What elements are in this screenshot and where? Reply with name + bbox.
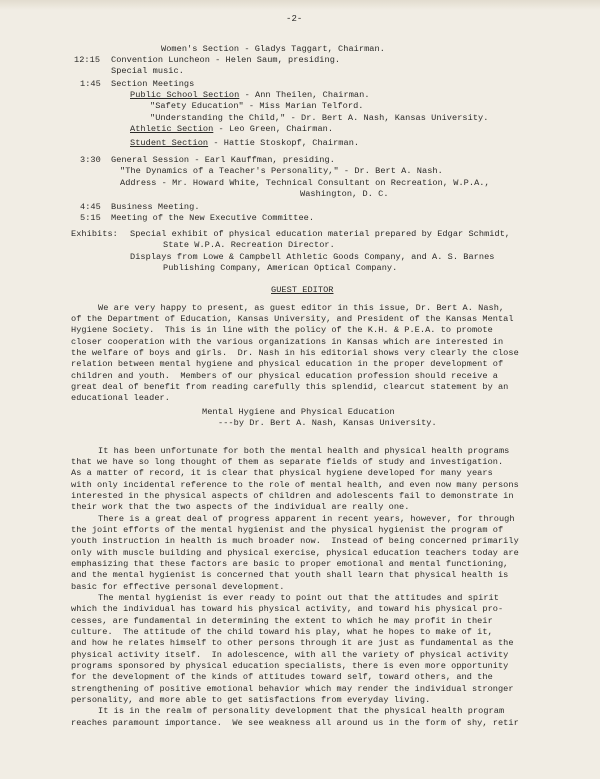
program-line: Athletic Section - Leo Green, Chairman. — [130, 124, 334, 134]
program-time: 12:15 — [74, 55, 101, 65]
page-number: -2- — [286, 14, 303, 24]
intro-line: the welfare of boys and girls. Dr. Nash in his editorial shows very clearly the close — [71, 348, 519, 358]
article-line: reaches paramount importance. We see weakness all around us in the form of shy, retir — [71, 718, 519, 728]
intro-line: relation between mental hygiene and physical education in the proper development of — [71, 359, 504, 369]
article-line: for the development of the kinds of attitudes toward self, toward others, and the — [71, 672, 493, 682]
program-time: Exhibits: — [71, 229, 118, 239]
intro-line: great deal of benefit from reading carefully this splendid, clearcut statement by an — [71, 382, 509, 392]
article-line: personality, and more able to get satisfactions from everyday living. — [71, 695, 431, 705]
program-line: Public School Section - Ann Theilen, Chairman. — [130, 90, 370, 100]
program-line: Publishing Company, American Optical Company. — [163, 263, 398, 273]
article-line: It is in the realm of personality development that the physical health program — [98, 706, 505, 716]
article-line: physical activity itself. In adolescence, with all the variety of physical activity — [71, 650, 509, 660]
program-line: Meeting of the New Executive Committee. — [111, 213, 315, 223]
article-line: It has been unfortunate for both the mental health and physical health programs — [98, 446, 510, 456]
article-line: youth instruction in health is much broader now. Instead of being concerned primarily — [71, 536, 519, 546]
program-line: Business Meeting. — [111, 202, 200, 212]
article-line: the joint efforts of the mental hygienist and the physical hygienist the program of — [71, 525, 504, 535]
intro-line: Hygiene Society. This is in line with the policy of the K.H. & P.E.A. to promote — [71, 325, 493, 335]
program-line: "Understanding the Child," - Dr. Bert A. Nash, Kansas University. — [150, 113, 489, 123]
program-line: Section Meetings — [111, 79, 195, 89]
article-line: strengthening of positive emotional behavior which may render the individual stronger — [71, 684, 514, 694]
program-line: General Session - Earl Kauffman, presiding. — [111, 155, 335, 165]
article-line: which the individual has toward his physical activity, and toward his physical pro- — [71, 604, 504, 614]
article-line: their work that the two aspects of the individual are really one. — [71, 502, 410, 512]
article-line: and how he relates himself to other persons through it are just as fundamental as the — [71, 638, 514, 648]
program-time: 1:45 — [80, 79, 101, 89]
program-line: Special exhibit of physical education material prepared by Edgar Schmidt, — [130, 229, 511, 239]
article-title: Mental Hygiene and Physical Education — [202, 407, 395, 417]
article-line: with only incidental reference to the role of mental health, and even now many persons — [71, 480, 519, 490]
article-line: cesses, are fundamental in determining the extent to which he may profit in their — [71, 616, 493, 626]
program-line: "Safety Education" - Miss Marian Telford. — [150, 101, 364, 111]
article-line: only with muscle building and physical exercise, physical education teachers today are — [71, 548, 519, 558]
intro-line: closer cooperation with the various organizations in Kansas which are interested in — [71, 337, 504, 347]
article-line: basic for effective personal development. — [71, 582, 285, 592]
intro-line: educational leader. — [71, 393, 170, 403]
article-line: emphasizing that these factors are basic to proper emotional and mental functioning, — [71, 559, 509, 569]
program-line: Convention Luncheon - Helen Saum, presiding. — [111, 55, 341, 65]
program-line: State W.P.A. Recreation Director. — [163, 240, 335, 250]
intro-line: of the Department of Education, Kansas University, and President of the Kansas Mental — [71, 314, 514, 324]
article-line: interested in the physical aspects of children and adolescents fail to demonstrate in — [71, 491, 514, 501]
article-line: culture. The attitude of the child toward his play, what he hopes to make of it, — [71, 627, 493, 637]
program-time: 3:30 — [80, 155, 101, 165]
program-line: Displays from Lowe & Campbell Athletic Goods Company, and A. S. Barnes — [130, 252, 495, 262]
intro-line: children and youth. Members of our physical education profession should receive a — [71, 371, 498, 381]
program-time: 5:15 — [80, 213, 101, 223]
article-line: There is a great deal of progress apparent in recent years, however, for through — [98, 514, 515, 524]
page-fold — [0, 0, 600, 10]
program-line: Special music. — [111, 66, 184, 76]
program-line: Women's Section - Gladys Taggart, Chairman. — [161, 44, 385, 54]
article-line: that we have so long thought of them as separate fields of study and investigation. — [71, 457, 504, 467]
article-line: As a matter of record, it is clear that physical hygiene developed for many years — [71, 468, 493, 478]
article-line: programs sponsored by physical education specialists, there is even more opportunity — [71, 661, 509, 671]
program-line: Student Section - Hattie Stoskopf, Chairman. — [130, 138, 360, 148]
article-byline: ---by Dr. Bert A. Nash, Kansas University. — [218, 418, 437, 428]
article-line: and the mental hygienist is concerned that youth shall learn that physical health is — [71, 570, 509, 580]
program-line: Address - Mr. Howard White, Technical Consultant on Recreation, W.P.A., — [120, 178, 490, 188]
program-line: "The Dynamics of a Teacher's Personality," - Dr. Bert A. Nash. — [120, 166, 443, 176]
intro-line: We are very happy to present, as guest editor in this issue, Dr. Bert A. Nash, — [98, 303, 505, 313]
article-line: The mental hygienist is ever ready to point out that the attitudes and spirit — [98, 593, 499, 603]
program-line: Washington, D. C. — [300, 189, 389, 199]
program-time: 4:45 — [80, 202, 101, 212]
guest-editor-heading: GUEST EDITOR — [271, 285, 334, 295]
